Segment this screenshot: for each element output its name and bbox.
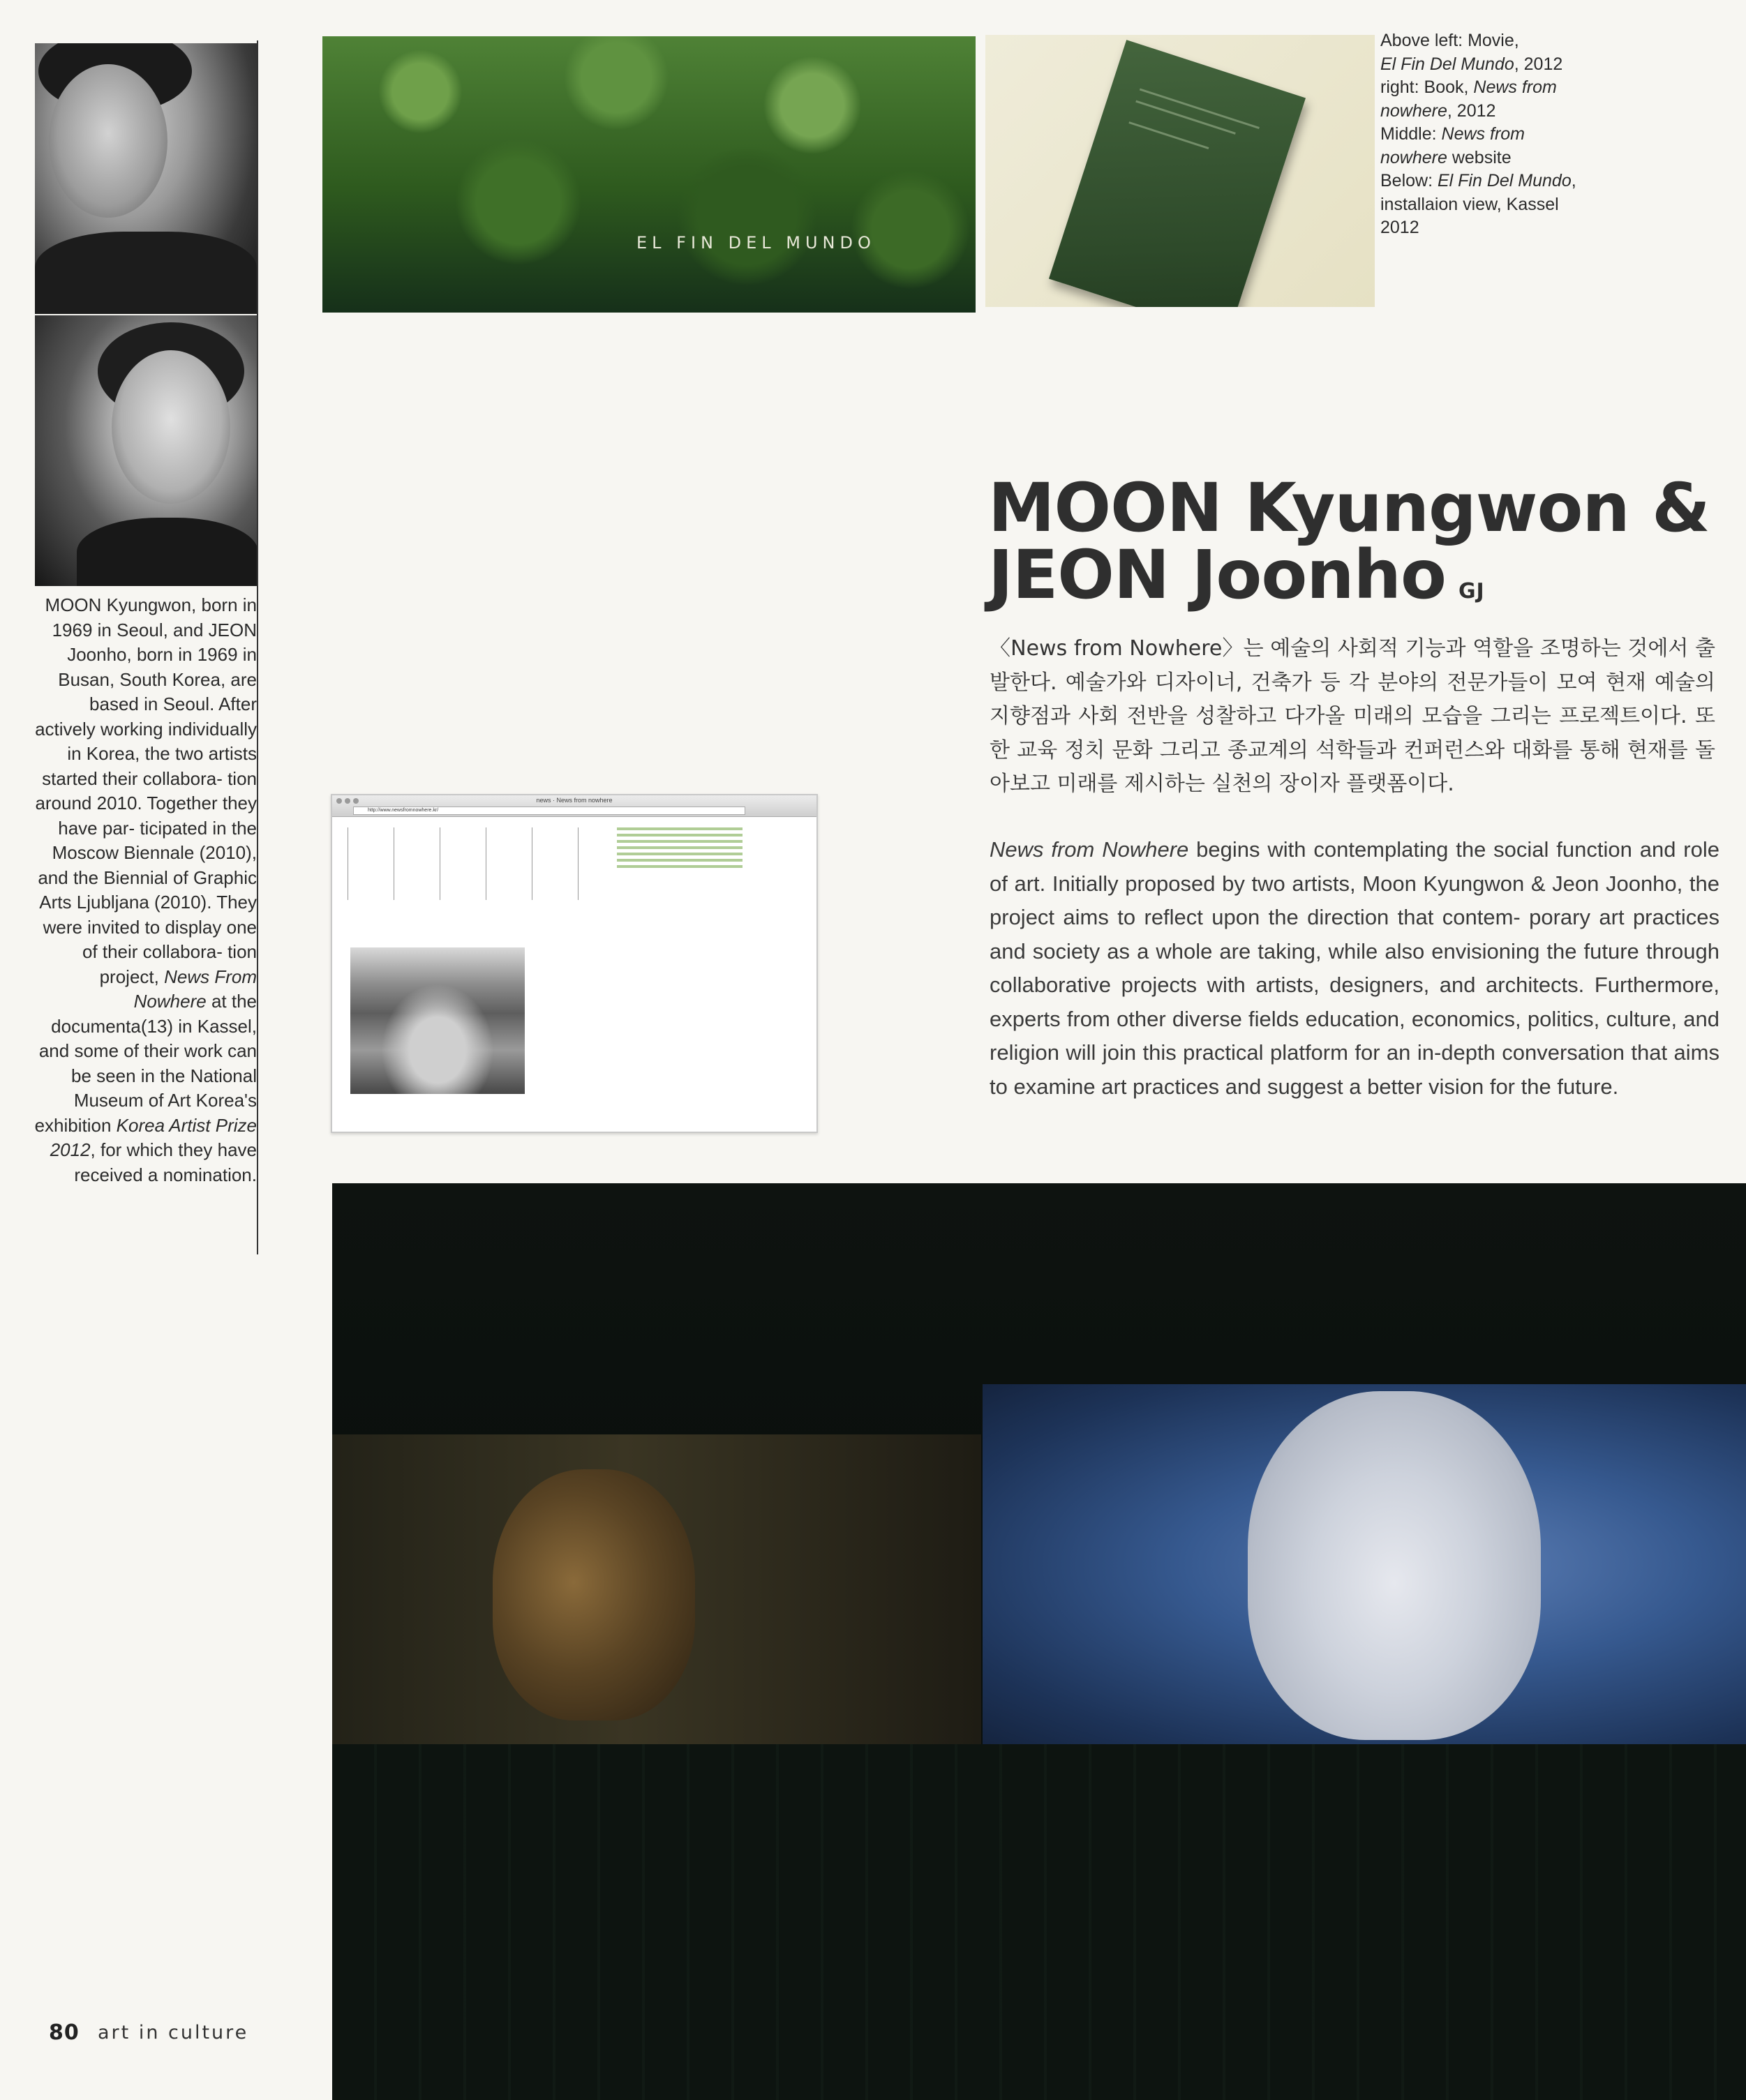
book-photo — [985, 35, 1375, 307]
korean-body-text: 〈News from Nowhere〉는 예술의 사회적 기능과 역할을 조명하는 것에서 출발한다. 예술가와 디자이너, 건축가 등 각 분야의 전문가들이 모여 현재 예술의 지향점과 사회 전반을 성찰하고 다가올 미래의 모습을 그리는 프로젝트이다. 또한 교육 정치 문화 그리고 종교계의 석학들과 컨퍼런스와 대화를 통해 현재를 돌아보고 미래를 제시하는 실천의 장이자 플랫폼이다. — [990, 636, 1715, 796]
bio-text-2: at the documenta(13) in Kassel, and some of their work can be seen in the National Museum of Art Korea's exhibition — [34, 991, 257, 1136]
bio-text-3: , for which they have received a nomination. — [74, 1139, 257, 1185]
movie-still-forest — [322, 36, 976, 313]
portrait-moon-kyungwon — [35, 43, 257, 314]
portrait-body — [77, 518, 257, 586]
bio-title-2: Korea Artist Prize 2012 — [50, 1114, 257, 1160]
caption-text: right: Book, — [1380, 77, 1474, 97]
bio-text-1: MOON Kyungwon, born in 1969 in Seoul, and JEON Joonho, born in 1969 in Busan, South Korea, are based in Seoul. After actively working individually in Korea, the two artists started their collabora- tion around 2010. Together they have par- ticipated in the Moscow Biennale (2010), and the Biennial of Graphic Arts Ljubljana (2010). They were invited to display one of their collabora- tion project, — [35, 594, 257, 987]
caption-line — [1380, 123, 1590, 170]
english-body: begins with contemplating the social function and role of art. Initially proposed by two artists, Moon Kyungwon & Jeon Joonho, the project aims to reflect upon the direction that contem- porary art practices and society as a whole are taking, while also envisioning the future through collaborative projects with artists, designers, and architects. Furthermore, experts from other diverse fields education, economics, politics, culture, and religion will join this practical platform for an in-depth conversation that aims to examine art practices and suggest a better vision for the future. — [990, 837, 1719, 1099]
caption-title: El Fin Del Mundo — [1437, 171, 1572, 190]
bio-title-1: News From Nowhere — [133, 966, 257, 1012]
movie-title-overlay: EL FIN DEL MUNDO — [636, 233, 876, 253]
website-menu-column — [486, 827, 528, 900]
browser-url: http://www.newsfromnowhere.kr/ — [353, 807, 745, 815]
gallery-floor — [332, 1744, 1746, 2100]
caption-text: website — [1447, 147, 1512, 167]
caption-line — [1380, 76, 1590, 123]
website-menu-column — [578, 827, 613, 900]
projected-woman-face — [1248, 1391, 1541, 1740]
headline-name: JEON Joonho — [988, 536, 1446, 614]
installation-view-photo — [332, 1183, 1746, 2100]
headline-line-1: MOON Kyungwon & — [988, 469, 1710, 547]
caption-text: , 2012 — [1514, 54, 1563, 74]
caption-title: News from nowhere — [1380, 77, 1557, 121]
caption-line — [1380, 53, 1590, 77]
projection-screen-right — [983, 1384, 1746, 1744]
caption-title: News from nowhere — [1380, 124, 1525, 167]
page-number: 80 — [49, 2020, 80, 2045]
column-divider — [257, 40, 258, 1254]
caption-text: Middle: — [1380, 124, 1442, 144]
english-body-text — [990, 833, 1719, 1104]
artist-bio — [28, 593, 257, 1187]
portrait-body — [35, 232, 257, 314]
caption-text: , installaion view, Kassel 2012 — [1380, 171, 1576, 237]
projection-screen-left — [332, 1434, 981, 1744]
headline-line-2 — [988, 536, 1728, 625]
article-headline — [988, 469, 1728, 625]
english-title: News from Nowhere — [990, 837, 1189, 862]
website-menu-column — [348, 827, 390, 900]
portrait-face — [112, 350, 230, 504]
caption-text: Below: — [1380, 171, 1438, 190]
book-cover — [1049, 40, 1306, 307]
browser-window-title: news · News from nowhere — [536, 797, 613, 804]
magazine-name: art in culture — [98, 2022, 249, 2043]
browser-titlebar — [332, 795, 816, 817]
author-initials: GJ — [1458, 579, 1485, 603]
website-menu-column — [440, 827, 482, 900]
projected-man-face — [493, 1469, 695, 1720]
website-landscape-photo — [350, 947, 525, 1094]
portrait-jeon-joonho — [35, 315, 257, 586]
portrait-face — [49, 64, 167, 218]
caption-title: El Fin Del Mundo — [1380, 54, 1514, 74]
image-captions — [1380, 29, 1590, 240]
caption-line — [1380, 170, 1590, 240]
website-screenshot — [331, 794, 818, 1133]
website-menu-column — [394, 827, 436, 900]
caption-line: Above left: Movie, — [1380, 31, 1519, 50]
website-text-block — [617, 827, 743, 871]
caption-text: , 2012 — [1447, 100, 1496, 121]
website-menu-column — [532, 827, 574, 900]
